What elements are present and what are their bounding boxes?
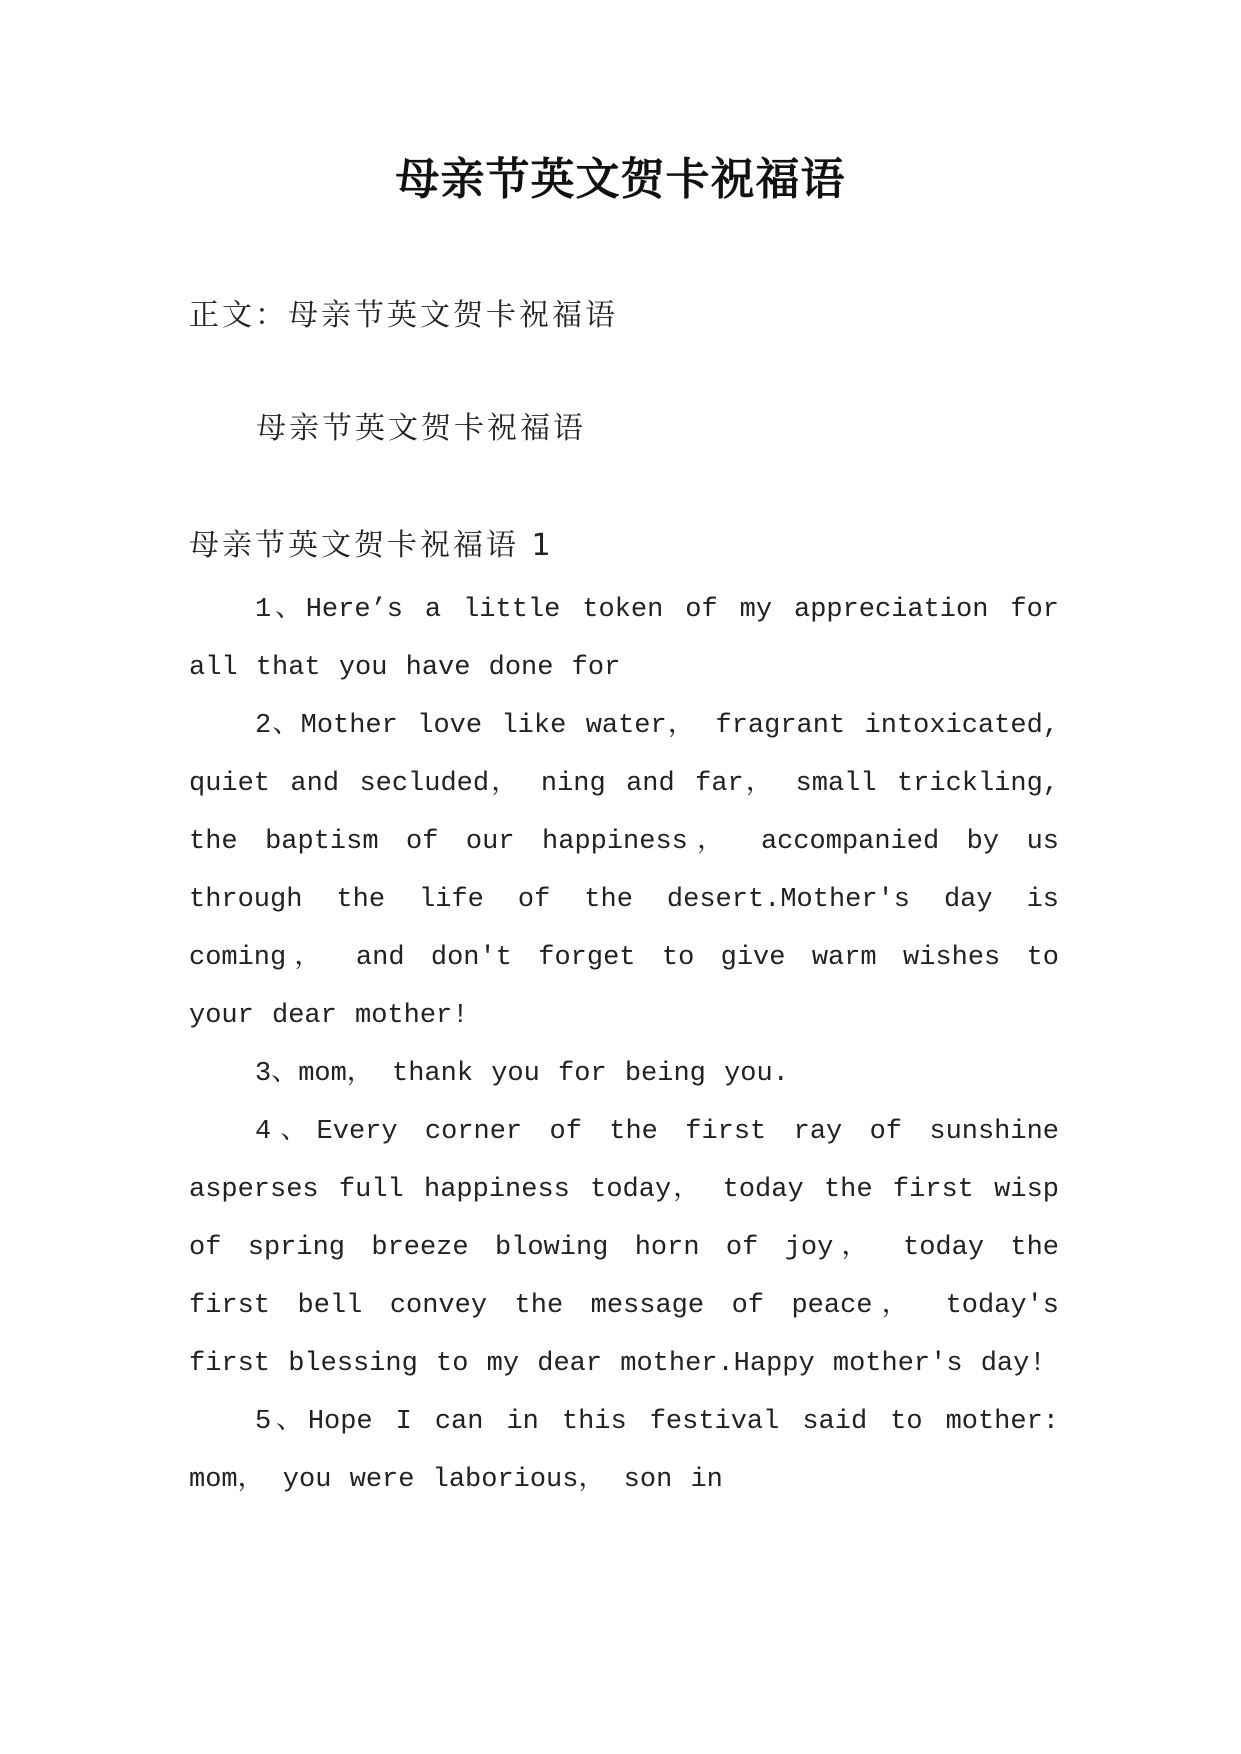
document-title: 母亲节英文贺卡祝福语 — [395, 154, 846, 205]
lead-line: 正文：母亲节英文贺卡祝福语 — [189, 298, 618, 333]
body-text — [189, 581, 1059, 1509]
subheading: 母亲节英文贺卡祝福语 — [256, 411, 586, 446]
paragraph-2: 2、Mother love like water， fragrant intoxicated, quiet and secluded， ning and far， small trickling, the baptism of our happiness， accompanied by us through the life of the desert.Mother's day is coming， and don't forget to give warm wishes to your dear mother! — [189, 711, 1059, 1031]
paragraph-1: 1、Here’s a little token of my appreciation for all that you have done for — [189, 595, 1059, 683]
paragraph-4: 4、Every corner of the first ray of sunshine asperses full happiness today， today the first wisp of spring breeze blowing horn of joy， today the first bell convey the message of peace， today's first blessing to my dear mother.Happy mother's day! — [189, 1117, 1059, 1379]
paragraph-3: 3、mom， thank you for being you. — [255, 1059, 789, 1089]
section-heading: 母亲节英文贺卡祝福语 1 — [189, 528, 554, 563]
paragraph-5: 5、Hope I can in this festival said to mother: mom， you were laborious， son in — [189, 1407, 1059, 1495]
